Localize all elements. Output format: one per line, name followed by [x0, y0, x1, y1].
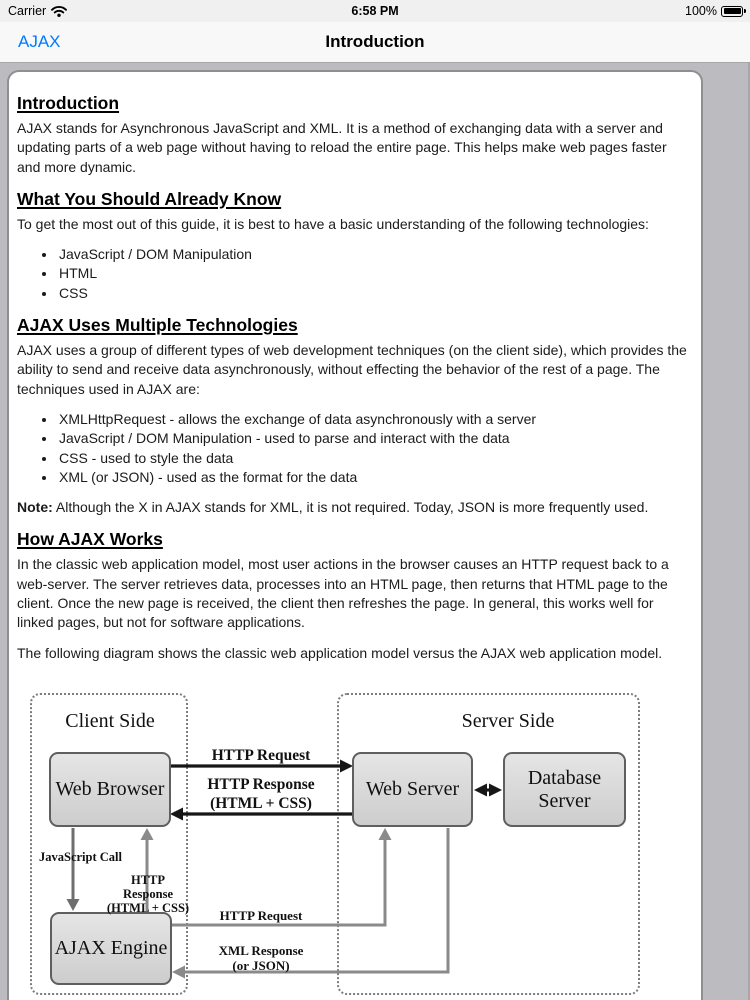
clock: 6:58 PM — [351, 4, 399, 18]
paragraph-tech: AJAX uses a group of different types of web development techniques (on the client side), which provides the ability to send and receive data asynchronously, without effecting the behavior of the rest of a page. The techniques used in AJAX are: — [17, 342, 687, 397]
database-server-node: Database Server — [503, 752, 626, 827]
back-button[interactable]: AJAX — [18, 32, 61, 51]
paragraph-how-1: In the classic web application model, most user actions in the browser causes an HTTP request back to a web-server. The server retrieves data, processes into an HTML page, then returns that HTML page to the client. Once the new page is received, the client then refreshes the page. In general, this works well for linked pages, but not for software applications. — [17, 556, 669, 631]
label-http-request-top: HTTP Request — [211, 747, 311, 764]
paragraph-note — [17, 498, 689, 517]
label-http-request-bottom: HTTP Request — [219, 908, 303, 923]
label-xml-response: XML Response (or JSON) — [218, 943, 304, 973]
list-item: • CSS - used to style the data — [57, 449, 689, 468]
note-label: Note: — [17, 499, 53, 516]
list-item: • CSS — [57, 284, 689, 303]
list-item: • JavaScript / DOM Manipulation — [57, 245, 689, 264]
heading-how-ajax-works: How AJAX Works — [17, 529, 163, 550]
list-know — [17, 245, 689, 303]
heading-already-know: What You Should Already Know — [17, 188, 282, 209]
server-side-label: Server Side — [461, 710, 555, 732]
list-tech — [17, 410, 689, 487]
carrier-label: Carrier — [8, 4, 47, 18]
battery-tip — [744, 9, 746, 13]
page-title: Introduction — [325, 32, 425, 51]
paragraph-intro: AJAX stands for Asynchronous JavaScript and XML. It is a method of exchanging data with a server and updating parts of a web page without having to reload the entire page. This helps make web pages faster and more dynamic. — [17, 120, 667, 175]
client-side-label: Client Side — [65, 710, 155, 732]
note-text: Although the X in AJAX stands for XML, it is not required. Today, JSON is more frequently used. — [52, 499, 649, 516]
paragraph-how-2: The following diagram shows the classic web application model versus the AJAX web application model. — [17, 644, 663, 661]
heading-introduction: Introduction — [17, 93, 120, 113]
content-scroll-area[interactable] — [0, 63, 750, 1000]
nav-bar — [0, 22, 750, 63]
status-bar — [0, 0, 750, 22]
label-http-response-mid: HTTP Response (HTML + CSS) — [207, 776, 315, 812]
list-item: • HTML — [57, 264, 689, 283]
heading-technologies: AJAX Uses Multiple Technologies — [17, 315, 298, 336]
article-card — [7, 70, 703, 1000]
list-item: • XML (or JSON) - used as the format for the data — [57, 468, 689, 487]
label-javascript-call: JavaScript Call — [39, 850, 122, 864]
battery-percent: 100% — [685, 4, 717, 18]
list-item: • XMLHttpRequest - allows the exchange of data asynchronously with a server — [57, 410, 689, 429]
paragraph-know: To get the most out of this guide, it is best to have a basic understanding of the following technologies: — [17, 215, 649, 232]
ajax-model-diagram — [10, 688, 690, 1000]
list-item: • JavaScript / DOM Manipulation - used to parse and interact with the data — [57, 429, 689, 448]
web-server-node: Web Server — [352, 752, 473, 827]
web-browser-node: Web Browser — [49, 752, 171, 827]
ajax-engine-node: AJAX Engine — [50, 912, 172, 985]
article — [9, 72, 697, 973]
battery-icon — [721, 6, 743, 17]
label-http-response-small: HTTP Response (HTML + CSS) — [106, 873, 190, 915]
